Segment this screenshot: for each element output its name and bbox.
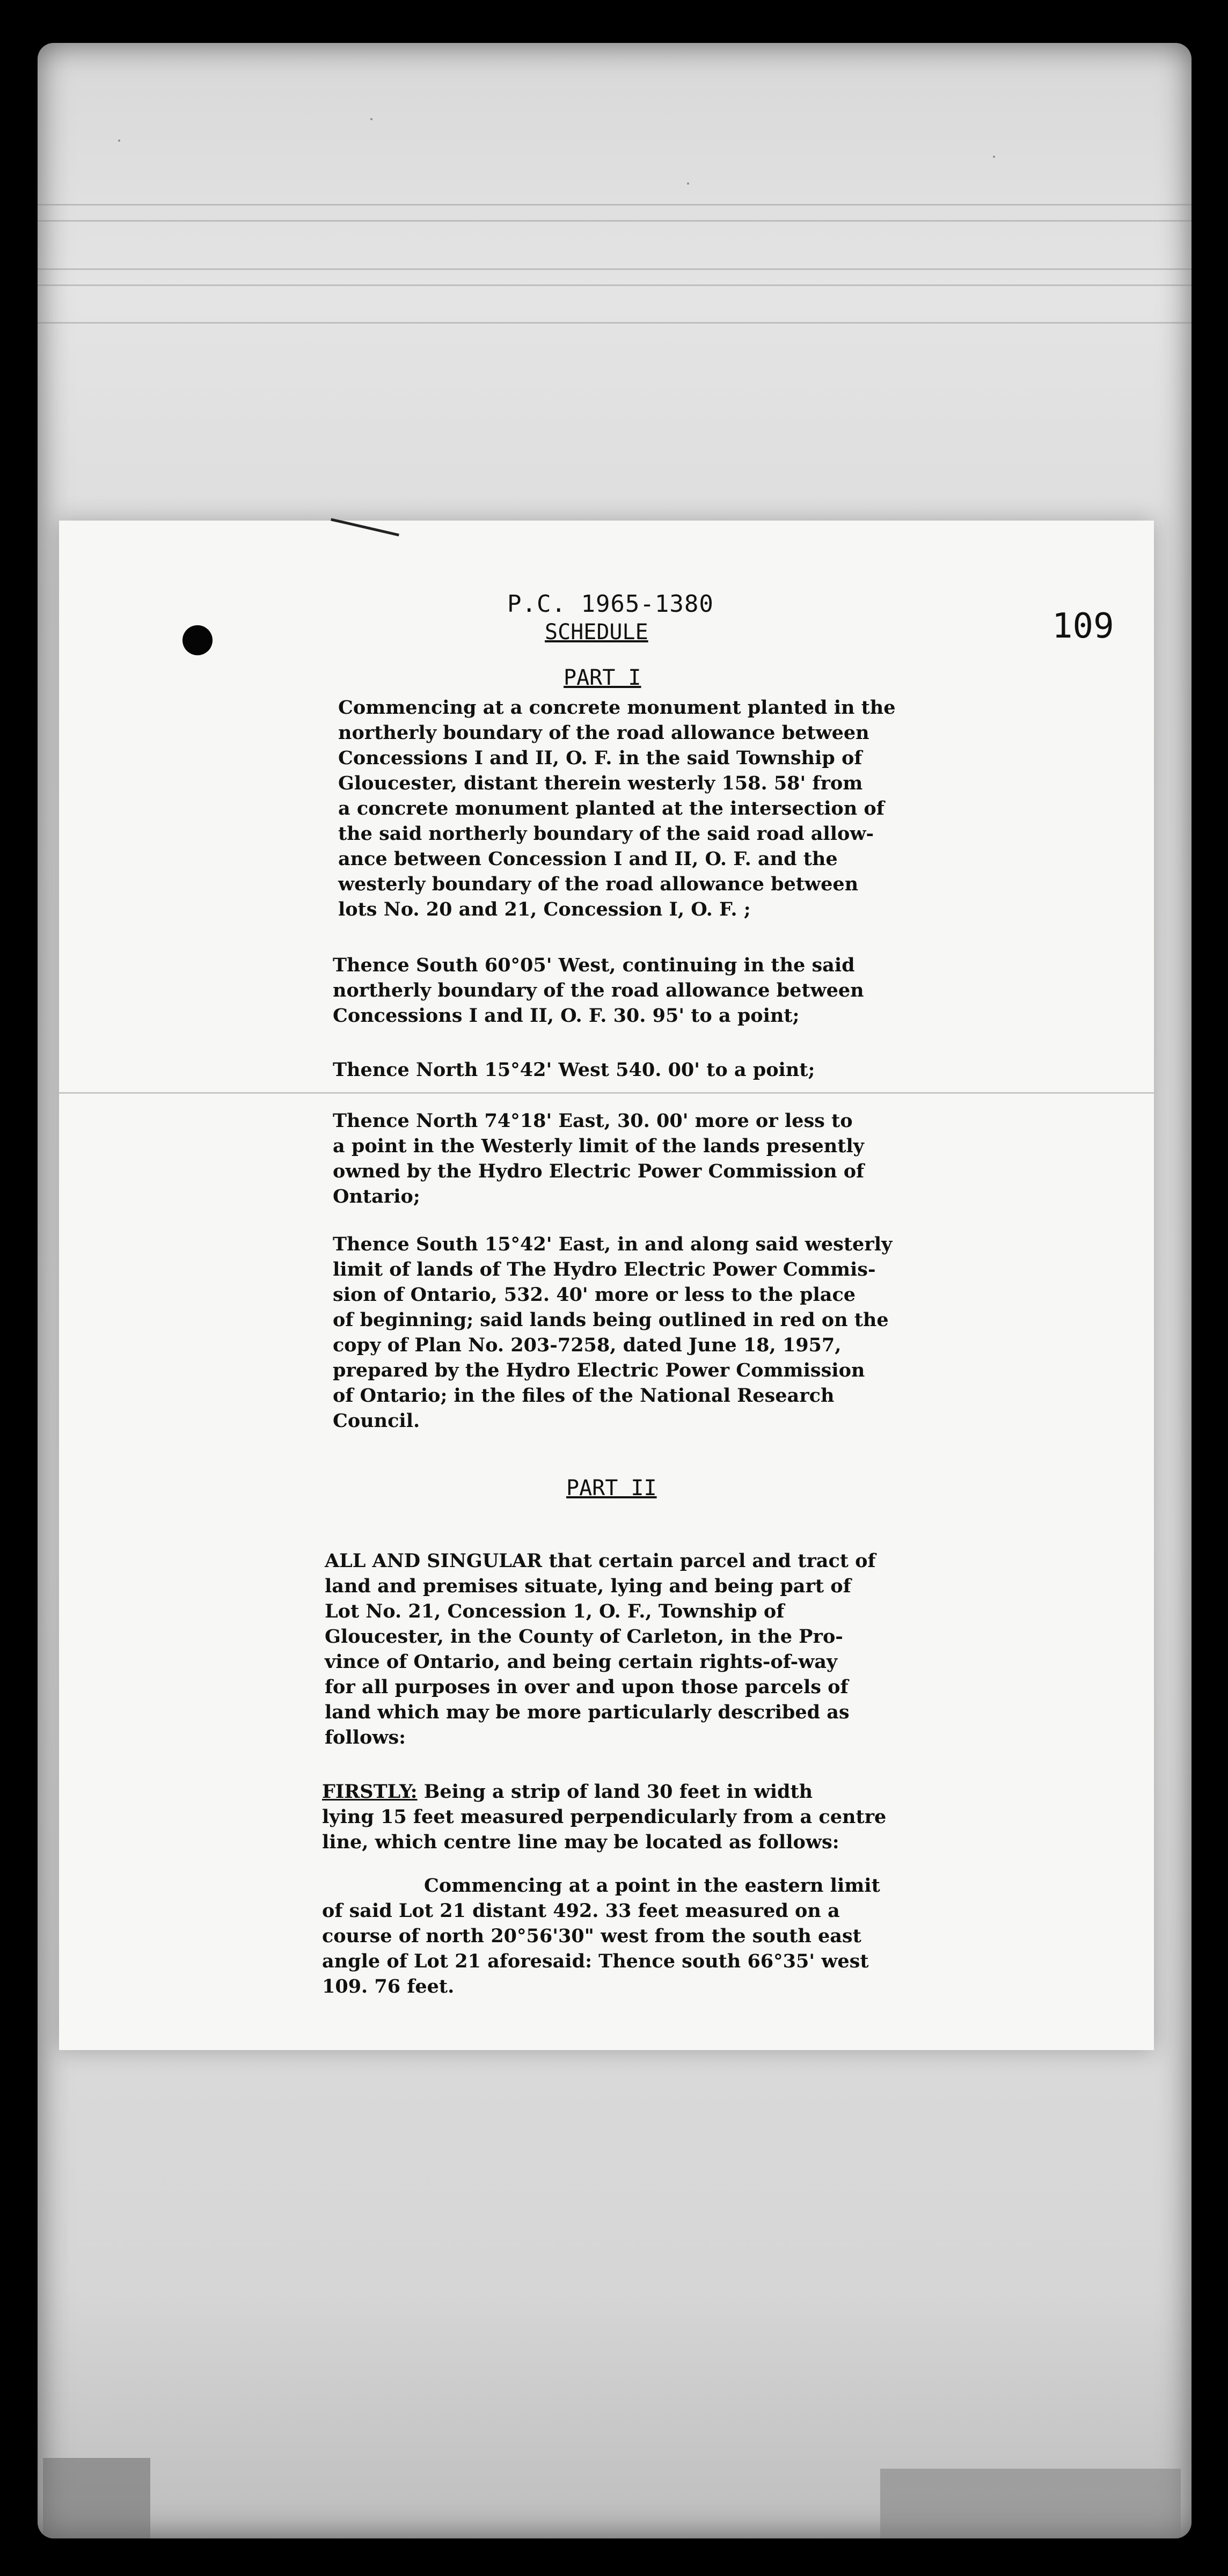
schedule-title: SCHEDULE bbox=[545, 620, 648, 645]
part-one-paragraph-5: Thence South 15°42' East, in and along said westerly limit of lands of The Hydro Electric Power Commis- sion of Ontario, 532. 40' more or less to the place of beginning; said lands being outlined in red on the copy of Plan No. 203-7258, dated June 18, 1957, prepared by the Hydro Electric Power Commission of Ontario; in the files of the National Research Council. bbox=[333, 1233, 893, 1432]
commencing-paragraph: Commencing at a point in the eastern limit of said Lot 21 distant 492. 33 feet measured on a course of north 20°56'30" west from the south east angle of Lot 21 aforesaid: Thence south 66°35' west 109. 76 feet. bbox=[322, 1875, 880, 1997]
film-speck bbox=[687, 182, 689, 185]
punch-hole-mark bbox=[182, 625, 213, 655]
page-number: 109 bbox=[1052, 606, 1114, 646]
film-stripe bbox=[38, 284, 1192, 286]
film-damage-right bbox=[880, 2469, 1181, 2538]
page-fold bbox=[59, 1092, 1154, 1094]
firstly-line bbox=[322, 1779, 923, 1804]
film-damage-left bbox=[43, 2458, 150, 2538]
part-two-intro: ALL AND SINGULAR that certain parcel and tract of land and premises situate, lying and being part of Lot No. 21, Concession 1, O. F., Township of Gloucester, in the County of Carleton, in the Pro- vince of Ontario, and being certain rights-of-way for all purposes in over and upon those parcels of land which may be more particularly described as follows: bbox=[325, 1550, 876, 1748]
part-one-paragraph-4: Thence North 74°18' East, 30. 00' more or less to a point in the Westerly limit of the lands presently owned by the Hydro Electric Power Commission of Ontario; bbox=[333, 1110, 865, 1208]
film-speck bbox=[118, 140, 120, 142]
film-stripe bbox=[38, 220, 1192, 222]
part-two-heading: PART II bbox=[566, 1476, 657, 1501]
film-stripe bbox=[38, 268, 1192, 270]
film-stripe bbox=[38, 204, 1192, 206]
document-page bbox=[59, 521, 1154, 2050]
firstly-continuation: lying 15 feet measured perpendicularly from a centre line, which centre line may be located as follows: bbox=[322, 1806, 887, 1853]
part-one-paragraph-1: Commencing at a concrete monument planted in the northerly boundary of the road allowance between Concessions I and II, O. F. in the said Township of Gloucester, distant therein westerly 158. 58' from a concrete monument planted at the intersection of the said northerly boundary of the said road allow- ance between Concession I and II, O. F. and the westerly boundary of the road allowance between lots No. 20 and 21, Concession I, O. F. ; bbox=[338, 697, 896, 920]
film-stripe bbox=[38, 322, 1192, 324]
firstly-label: FIRSTLY: bbox=[322, 1781, 418, 1803]
film-speck bbox=[370, 118, 372, 120]
film-background bbox=[38, 43, 1192, 2538]
part-one-heading: PART I bbox=[564, 665, 641, 690]
part-one-paragraph-2: Thence South 60°05' West, continuing in the said northerly boundary of the road allowance between Concessions I and II, O. F. 30. 95' to a point; bbox=[333, 954, 864, 1027]
film-speck bbox=[993, 156, 995, 158]
order-reference: P.C. 1965-1380 bbox=[507, 590, 714, 618]
firstly-text: Being a strip of land 30 feet in width bbox=[417, 1781, 813, 1803]
part-one-paragraph-3: Thence North 15°42' West 540. 00' to a point; bbox=[333, 1059, 815, 1081]
